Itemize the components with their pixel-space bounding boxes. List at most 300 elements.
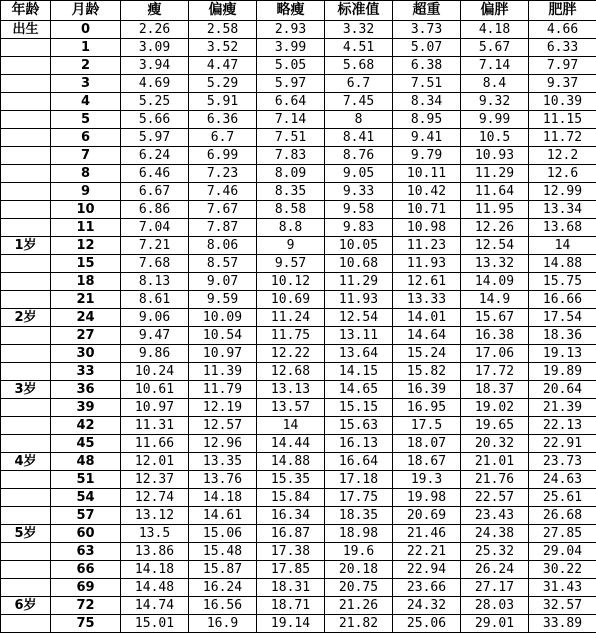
value-cell: 12.19 [189,399,257,417]
value-cell: 17.06 [461,345,529,363]
month-cell: 9 [51,183,121,201]
header-month: 月龄 [51,1,121,21]
value-cell: 19.6 [325,543,393,561]
value-cell: 18.71 [257,597,325,615]
value-cell: 13.35 [189,453,257,471]
value-cell: 16.66 [529,291,596,309]
value-cell: 15.67 [461,309,529,327]
value-cell: 27.17 [461,579,529,597]
month-cell: 6 [51,129,121,147]
value-cell: 22.21 [393,543,461,561]
value-cell: 19.89 [529,363,596,381]
age-cell [1,561,51,579]
month-cell: 75 [51,615,121,633]
value-cell: 9.58 [325,201,393,219]
value-cell: 14.18 [121,561,189,579]
table-row [1,561,596,579]
value-cell: 24.38 [461,525,529,543]
value-cell: 14.65 [325,381,393,399]
value-cell: 9 [257,237,325,255]
value-cell: 7.51 [257,129,325,147]
value-cell: 18.35 [325,507,393,525]
age-cell [1,129,51,147]
value-cell: 6.7 [325,75,393,93]
value-cell: 4.51 [325,39,393,57]
value-cell: 12.96 [189,435,257,453]
age-cell [1,435,51,453]
table-row [1,525,596,543]
value-cell: 9.86 [121,345,189,363]
table-row [1,237,596,255]
value-cell: 7.45 [325,93,393,111]
month-cell: 57 [51,507,121,525]
value-cell: 18.98 [325,525,393,543]
value-cell: 22.94 [393,561,461,579]
value-cell: 19.14 [257,615,325,633]
value-cell: 8.06 [189,237,257,255]
value-cell: 8 [325,111,393,129]
value-cell: 10.05 [325,237,393,255]
value-cell: 3.32 [325,21,393,39]
value-cell: 20.32 [461,435,529,453]
value-cell: 20.69 [393,507,461,525]
value-cell: 17.18 [325,471,393,489]
value-cell: 25.61 [529,489,596,507]
value-cell: 9.79 [393,147,461,165]
value-cell: 11.64 [461,183,529,201]
value-cell: 23.43 [461,507,529,525]
value-cell: 10.71 [393,201,461,219]
table-row [1,255,596,273]
value-cell: 28.03 [461,597,529,615]
month-cell: 2 [51,57,121,75]
age-cell [1,291,51,309]
table-row [1,471,596,489]
table-row [1,39,596,57]
month-cell: 15 [51,255,121,273]
age-cell: 6岁 [1,597,51,615]
table-row [1,57,596,75]
age-cell [1,57,51,75]
value-cell: 18.07 [393,435,461,453]
month-cell: 7 [51,147,121,165]
value-cell: 12.68 [257,363,325,381]
month-cell: 1 [51,39,121,57]
value-cell: 27.85 [529,525,596,543]
value-cell: 12.74 [121,489,189,507]
month-cell: 24 [51,309,121,327]
value-cell: 5.25 [121,93,189,111]
table-row [1,615,596,633]
value-cell: 7.21 [121,237,189,255]
table-row [1,381,596,399]
value-cell: 22.57 [461,489,529,507]
value-cell: 25.06 [393,615,461,633]
value-cell: 9.07 [189,273,257,291]
value-cell: 9.99 [461,111,529,129]
value-cell: 13.11 [325,327,393,345]
value-cell: 3.09 [121,39,189,57]
header-row [1,1,596,21]
value-cell: 14.48 [121,579,189,597]
value-cell: 14 [529,237,596,255]
age-cell [1,579,51,597]
value-cell: 5.97 [121,129,189,147]
value-cell: 15.35 [257,471,325,489]
value-cell: 12.54 [461,237,529,255]
value-cell: 5.07 [393,39,461,57]
value-cell: 16.34 [257,507,325,525]
value-cell: 10.5 [461,129,529,147]
value-cell: 21.39 [529,399,596,417]
age-cell [1,39,51,57]
value-cell: 15.06 [189,525,257,543]
value-cell: 6.99 [189,147,257,165]
value-cell: 17.5 [393,417,461,435]
table-row [1,345,596,363]
value-cell: 13.68 [529,219,596,237]
table-row [1,453,596,471]
value-cell: 23.73 [529,453,596,471]
table-row [1,273,596,291]
value-cell: 14.01 [393,309,461,327]
value-cell: 10.98 [393,219,461,237]
age-cell [1,327,51,345]
value-cell: 25.32 [461,543,529,561]
header-slightly-thin: 偏瘦 [189,1,257,21]
age-cell [1,93,51,111]
value-cell: 2.26 [121,21,189,39]
value-cell: 22.13 [529,417,596,435]
value-cell: 3.73 [393,21,461,39]
value-cell: 11.29 [325,273,393,291]
month-cell: 72 [51,597,121,615]
month-cell: 0 [51,21,121,39]
month-cell: 63 [51,543,121,561]
table-row [1,201,596,219]
value-cell: 14.44 [257,435,325,453]
month-cell: 42 [51,417,121,435]
value-cell: 6.86 [121,201,189,219]
value-cell: 8.34 [393,93,461,111]
value-cell: 15.84 [257,489,325,507]
value-cell: 18.37 [461,381,529,399]
header-mildly-thin: 略瘦 [257,1,325,21]
value-cell: 2.93 [257,21,325,39]
value-cell: 3.52 [189,39,257,57]
value-cell: 8.35 [257,183,325,201]
age-cell [1,399,51,417]
month-cell: 12 [51,237,121,255]
month-cell: 33 [51,363,121,381]
value-cell: 19.13 [529,345,596,363]
value-cell: 5.91 [189,93,257,111]
value-cell: 14 [257,417,325,435]
value-cell: 16.95 [393,399,461,417]
age-cell: 4岁 [1,453,51,471]
value-cell: 21.01 [461,453,529,471]
value-cell: 21.46 [393,525,461,543]
value-cell: 10.69 [257,291,325,309]
value-cell: 19.65 [461,417,529,435]
value-cell: 13.13 [257,381,325,399]
value-cell: 15.48 [189,543,257,561]
table-row [1,75,596,93]
value-cell: 21.76 [461,471,529,489]
value-cell: 15.87 [189,561,257,579]
value-cell: 26.68 [529,507,596,525]
age-cell: 3岁 [1,381,51,399]
value-cell: 7.67 [189,201,257,219]
month-cell: 51 [51,471,121,489]
value-cell: 8.61 [121,291,189,309]
age-cell: 2岁 [1,309,51,327]
age-cell [1,75,51,93]
age-cell [1,345,51,363]
value-cell: 29.04 [529,543,596,561]
value-cell: 10.61 [121,381,189,399]
value-cell: 8.4 [461,75,529,93]
value-cell: 13.12 [121,507,189,525]
value-cell: 14.09 [461,273,529,291]
value-cell: 29.01 [461,615,529,633]
value-cell: 12.99 [529,183,596,201]
value-cell: 5.97 [257,75,325,93]
value-cell: 5.29 [189,75,257,93]
table-row [1,165,596,183]
month-cell: 11 [51,219,121,237]
value-cell: 10.97 [121,399,189,417]
table-body [1,21,596,633]
value-cell: 4.66 [529,21,596,39]
value-cell: 15.82 [393,363,461,381]
value-cell: 8.76 [325,147,393,165]
value-cell: 17.38 [257,543,325,561]
value-cell: 18.67 [393,453,461,471]
value-cell: 8.8 [257,219,325,237]
value-cell: 10.11 [393,165,461,183]
value-cell: 22.91 [529,435,596,453]
value-cell: 12.57 [189,417,257,435]
value-cell: 13.57 [257,399,325,417]
table-row [1,489,596,507]
value-cell: 21.26 [325,597,393,615]
value-cell: 4.18 [461,21,529,39]
value-cell: 23.66 [393,579,461,597]
table-row [1,129,596,147]
value-cell: 17.75 [325,489,393,507]
header-obese: 肥胖 [529,1,596,21]
table-row [1,291,596,309]
value-cell: 14.88 [529,255,596,273]
value-cell: 8.41 [325,129,393,147]
value-cell: 32.57 [529,597,596,615]
value-cell: 9.41 [393,129,461,147]
value-cell: 6.7 [189,129,257,147]
value-cell: 17.72 [461,363,529,381]
table-row [1,399,596,417]
value-cell: 7.14 [257,111,325,129]
table-row [1,93,596,111]
value-cell: 24.32 [393,597,461,615]
table-row [1,543,596,561]
value-cell: 10.42 [393,183,461,201]
value-cell: 10.12 [257,273,325,291]
value-cell: 11.95 [461,201,529,219]
value-cell: 8.13 [121,273,189,291]
value-cell: 14.9 [461,291,529,309]
age-cell [1,615,51,633]
value-cell: 12.37 [121,471,189,489]
value-cell: 14.15 [325,363,393,381]
age-cell [1,219,51,237]
month-cell: 48 [51,453,121,471]
value-cell: 15.01 [121,615,189,633]
value-cell: 12.6 [529,165,596,183]
month-cell: 30 [51,345,121,363]
value-cell: 13.32 [461,255,529,273]
value-cell: 9.32 [461,93,529,111]
value-cell: 16.64 [325,453,393,471]
header-age: 年龄 [1,1,51,21]
value-cell: 11.72 [529,129,596,147]
value-cell: 7.14 [461,57,529,75]
value-cell: 6.38 [393,57,461,75]
value-cell: 10.09 [189,309,257,327]
value-cell: 24.63 [529,471,596,489]
value-cell: 10.68 [325,255,393,273]
value-cell: 13.64 [325,345,393,363]
value-cell: 4.69 [121,75,189,93]
value-cell: 16.9 [189,615,257,633]
value-cell: 31.43 [529,579,596,597]
value-cell: 7.68 [121,255,189,273]
value-cell: 18.36 [529,327,596,345]
month-cell: 66 [51,561,121,579]
age-cell [1,201,51,219]
value-cell: 8.57 [189,255,257,273]
month-cell: 45 [51,435,121,453]
value-cell: 6.33 [529,39,596,57]
age-cell [1,147,51,165]
value-cell: 4.47 [189,57,257,75]
month-cell: 21 [51,291,121,309]
table-row [1,363,596,381]
value-cell: 5.67 [461,39,529,57]
value-cell: 16.87 [257,525,325,543]
value-cell: 20.75 [325,579,393,597]
value-cell: 11.31 [121,417,189,435]
value-cell: 6.24 [121,147,189,165]
value-cell: 15.63 [325,417,393,435]
age-cell [1,111,51,129]
table-row [1,111,596,129]
header-overweight: 超重 [393,1,461,21]
month-cell: 18 [51,273,121,291]
value-cell: 10.24 [121,363,189,381]
value-cell: 7.87 [189,219,257,237]
age-cell: 5岁 [1,525,51,543]
value-cell: 6.64 [257,93,325,111]
value-cell: 20.64 [529,381,596,399]
value-cell: 7.97 [529,57,596,75]
value-cell: 7.83 [257,147,325,165]
value-cell: 9.05 [325,165,393,183]
month-cell: 39 [51,399,121,417]
age-cell [1,507,51,525]
value-cell: 8.09 [257,165,325,183]
age-cell [1,183,51,201]
value-cell: 11.15 [529,111,596,129]
age-cell: 1岁 [1,237,51,255]
value-cell: 11.75 [257,327,325,345]
value-cell: 16.13 [325,435,393,453]
value-cell: 8.95 [393,111,461,129]
value-cell: 14.88 [257,453,325,471]
value-cell: 9.33 [325,183,393,201]
value-cell: 12.2 [529,147,596,165]
value-cell: 12.01 [121,453,189,471]
value-cell: 19.02 [461,399,529,417]
table-row [1,21,596,39]
value-cell: 13.33 [393,291,461,309]
value-cell: 11.93 [325,291,393,309]
header-thin: 瘦 [121,1,189,21]
value-cell: 9.06 [121,309,189,327]
table-row [1,309,596,327]
table-row [1,435,596,453]
value-cell: 11.79 [189,381,257,399]
value-cell: 6.67 [121,183,189,201]
value-cell: 16.24 [189,579,257,597]
value-cell: 5.68 [325,57,393,75]
value-cell: 18.31 [257,579,325,597]
month-cell: 10 [51,201,121,219]
month-cell: 69 [51,579,121,597]
value-cell: 19.98 [393,489,461,507]
value-cell: 7.04 [121,219,189,237]
value-cell: 20.18 [325,561,393,579]
value-cell: 9.47 [121,327,189,345]
value-cell: 6.36 [189,111,257,129]
age-cell [1,417,51,435]
value-cell: 10.39 [529,93,596,111]
value-cell: 9.37 [529,75,596,93]
value-cell: 15.15 [325,399,393,417]
header-standard: 标准值 [325,1,393,21]
value-cell: 12.61 [393,273,461,291]
value-cell: 5.05 [257,57,325,75]
value-cell: 30.22 [529,561,596,579]
value-cell: 12.54 [325,309,393,327]
age-cell [1,489,51,507]
age-cell [1,273,51,291]
month-cell: 60 [51,525,121,543]
table-row [1,327,596,345]
value-cell: 13.5 [121,525,189,543]
value-cell: 8.58 [257,201,325,219]
value-cell: 13.86 [121,543,189,561]
value-cell: 12.22 [257,345,325,363]
value-cell: 7.46 [189,183,257,201]
value-cell: 11.29 [461,165,529,183]
value-cell: 10.54 [189,327,257,345]
month-cell: 36 [51,381,121,399]
age-cell [1,471,51,489]
value-cell: 13.34 [529,201,596,219]
month-cell: 3 [51,75,121,93]
value-cell: 11.24 [257,309,325,327]
